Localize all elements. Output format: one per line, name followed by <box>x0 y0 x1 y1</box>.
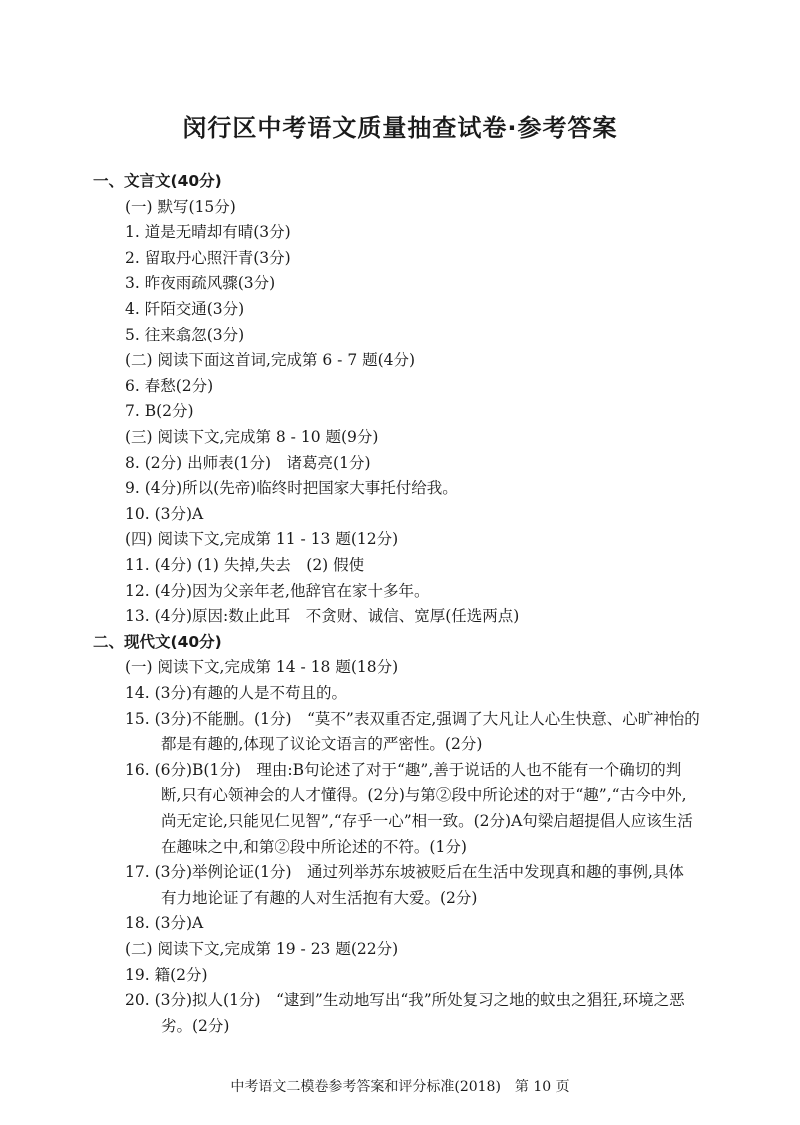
answer-continuation: 都是有趣的,体现了议论文语言的严密性。(2分) <box>161 735 483 754</box>
answer-item: 8. (2分) 出师表(1分) 诸葛亮(1分) <box>125 453 371 472</box>
answer-item: 12. (4分)因为父亲年老,他辞官在家十多年。 <box>125 581 430 600</box>
answer-item: 6. 春愁(2分) <box>125 376 214 395</box>
answer-item: 9. (4分)所以(先帝)临终时把国家大事托付给我。 <box>125 479 458 498</box>
answer-item: 4. 阡陌交通(3分) <box>125 300 245 318</box>
answer-item: 7. B(2分) <box>125 402 194 421</box>
subsection-heading: (二) 阅读下面这首词,完成第 6 - 7 题(4分) <box>125 351 416 370</box>
answer-continuation: 断,只有心领神会的人才懂得。(2分)与第②段中所论述的对于“趣”,“古今中外, <box>161 786 687 805</box>
answer-item: 5. 往来翕忽(3分) <box>125 325 245 344</box>
answer-item: 16. (6分)B(1分) 理由:B句论述了对于“趣”,善于说话的人也不能有一个确切的判 <box>125 760 682 779</box>
subsection-heading: (一) 默写(15分) <box>125 197 236 216</box>
subsection-heading: (三) 阅读下文,完成第 8 - 10 题(9分) <box>125 428 379 446</box>
answer-item: 3. 昨夜雨疏风骤(3分) <box>125 274 276 293</box>
answer-item: 19. 籍(2分) <box>125 965 208 984</box>
answer-continuation: 有力地论证了有趣的人对生活抱有大爱。(2分) <box>161 888 478 907</box>
answer-item: 1. 道是无晴却有晴(3分) <box>125 223 291 242</box>
page-footer: 中考语文二模卷参考答案和评分标准(2018) 第 10 页 <box>230 1079 570 1095</box>
answer-item: 15. (3分)不能删。(1分) “莫不”表双重否定,强调了大凡让人心生快意、心旷神怡的 <box>125 709 700 728</box>
answer-item: 2. 留取丹心照汗青(3分) <box>125 248 291 267</box>
page-title: 闵行区中考语文质量抽查试卷·参考答案 <box>182 114 618 142</box>
subsection-heading: (四) 阅读下文,完成第 11 - 13 题(12分) <box>125 530 399 549</box>
answer-continuation: 尚无定论,只能见仁见智”,“存乎一心”相一致。(2分)A句梁启超提倡人应该生活 <box>161 812 693 830</box>
answer-item: 17. (3分)举例论证(1分) 通过列举苏东坡被贬后在生活中发现真和趣的事例,具体 <box>125 863 684 882</box>
answer-continuation: 劣。(2分) <box>161 1016 230 1035</box>
answer-item: 13. (4分)原因:数止此耳 不贪财、诚信、宽厚(任选两点) <box>125 607 520 626</box>
section-heading: 二、现代文(40分) <box>93 632 222 651</box>
section-heading: 一、文言文(40分) <box>93 172 222 190</box>
answer-item: 10. (3分)A <box>125 504 204 523</box>
subsection-heading: (一) 阅读下文,完成第 14 - 18 题(18分) <box>125 658 399 677</box>
answer-item: 14. (3分)有趣的人是不苟且的。 <box>125 684 348 702</box>
answer-item: 20. (3分)拟人(1分) “逮到”生动地写出“我”所处复习之地的蚊虫之猖狂,环境之恶 <box>125 991 685 1010</box>
subsection-heading: (二) 阅读下文,完成第 19 - 23 题(22分) <box>125 940 399 958</box>
answer-item: 18. (3分)A <box>125 914 204 933</box>
answer-continuation: 在趣味之中,和第②段中所论述的不符。(1分) <box>161 837 467 856</box>
answer-item: 11. (4分) (1) 失掉,失去 (2) 假使 <box>125 556 365 574</box>
